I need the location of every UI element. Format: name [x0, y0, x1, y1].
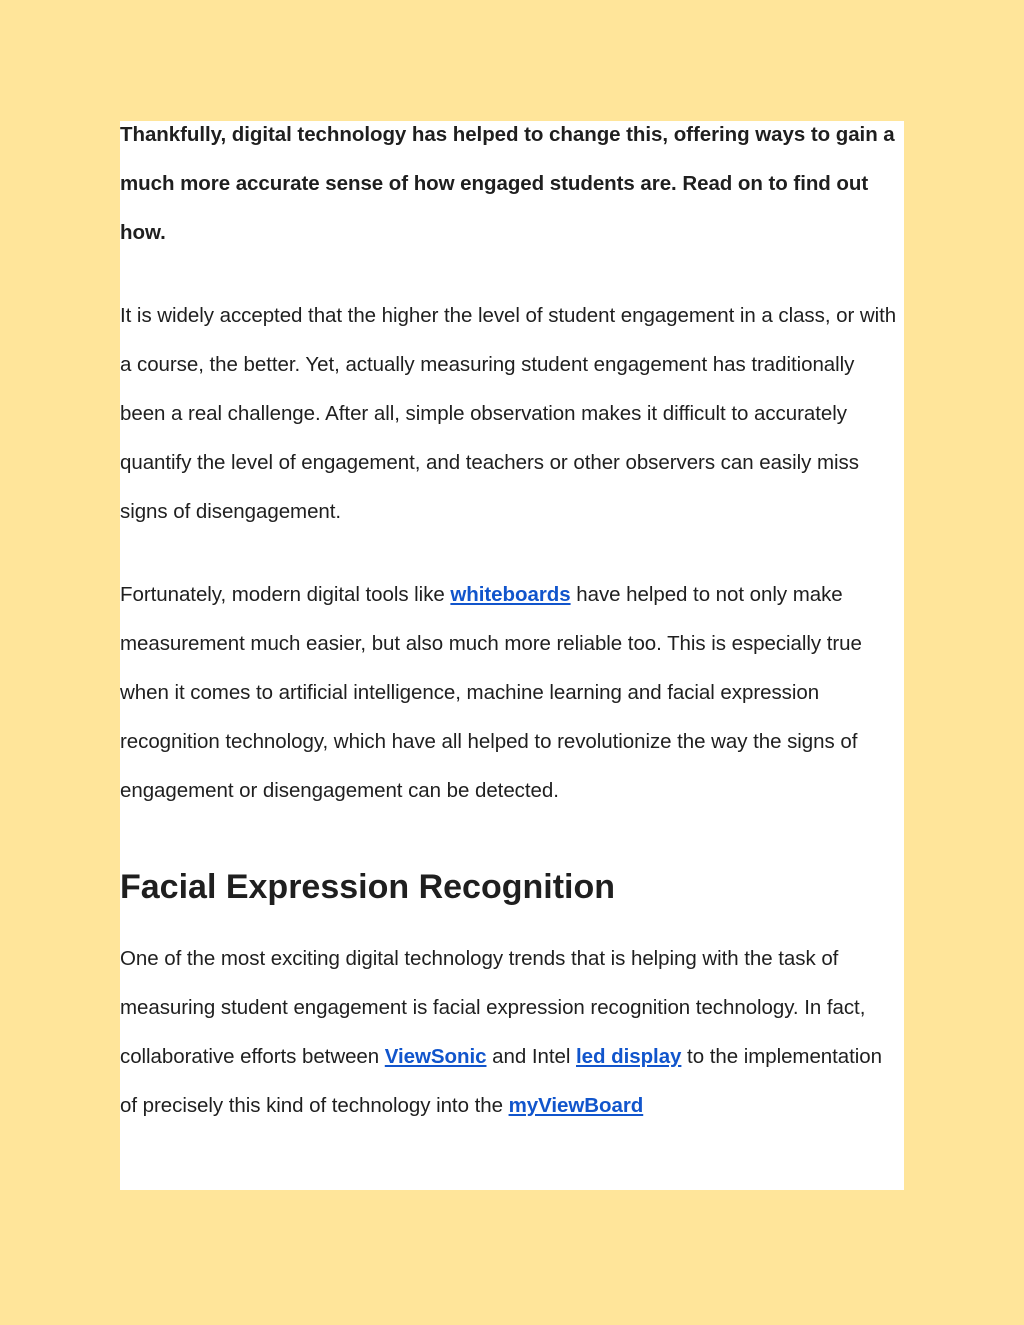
myviewboard-link[interactable]: myViewBoard	[508, 1094, 644, 1117]
paragraph-spacer	[120, 257, 904, 291]
intro-paragraph: Thankfully, digital technology has helped to change this, offering ways to gain a much more accurate sense of how engaged students are. Read on to find out how.	[120, 123, 895, 244]
paragraph-text: and Intel	[486, 1045, 576, 1068]
heading-spacer	[120, 815, 904, 867]
facial-recognition-paragraph	[120, 934, 904, 1130]
digital-tools-paragraph	[120, 570, 904, 815]
engagement-paragraph: It is widely accepted that the higher the level of student engagement in a class, or with a course, the better. Yet, actually measuring student engagement has traditionally been a real challenge. After all, simple observation makes it difficult to accurately quantify the level of engagement, and teachers or other observers can easily miss signs of disengagement.	[120, 304, 897, 523]
led-display-link[interactable]: led display	[576, 1045, 682, 1068]
heading-spacer	[120, 907, 904, 934]
viewsonic-link[interactable]: ViewSonic	[384, 1045, 487, 1068]
paragraph-text: have helped to not only make measurement much easier, but also much more reliable too. This is especially true when it comes to artificial intelligence, machine learning and facial expression recognition technology, which have all helped to revolutionize the way the signs of engagement or disengagement can be detected.	[120, 583, 862, 802]
document-page	[120, 121, 904, 1190]
paragraph-text: One of the most exciting digital technology trends that is helping with the task of measuring student engagement is facial expression recognition technology. In fact, collaborative efforts between	[120, 947, 866, 1068]
section-heading: Facial Expression Recognition	[120, 868, 616, 906]
paragraph-spacer	[120, 536, 904, 570]
whiteboards-link[interactable]: whiteboards	[450, 583, 571, 606]
paragraph-text: Fortunately, modern digital tools like	[120, 583, 451, 606]
document-content	[120, 121, 904, 1130]
paragraph-text: to the implementation of precisely this kind of technology into the	[120, 1045, 883, 1117]
